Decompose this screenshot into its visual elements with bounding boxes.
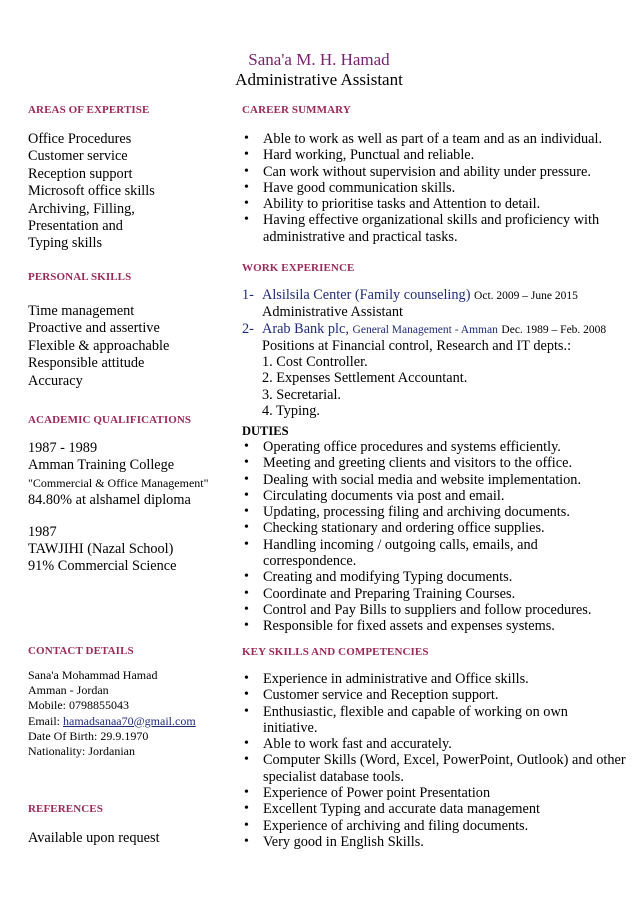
list-item: • Can work without supervision and ability under pressure. — [242, 164, 627, 180]
contact-mobile: Mobile: 0798855043 — [28, 698, 129, 713]
job-1-row — [242, 287, 606, 304]
academic-program: "Commercial & Office Management" — [28, 475, 209, 490]
job-2-role: Positions at Financial control, Research and IT depts.: — [262, 337, 572, 354]
references-heading: REFERENCES — [28, 803, 103, 815]
list-item: • Handling incoming / outgoing calls, emails, and correspondence. — [242, 537, 627, 570]
academic-college: Amman Training College — [28, 457, 175, 474]
list-item: • Having effective organizational skills and proficiency with administrative and practical tasks. — [242, 212, 627, 245]
list-item: • Experience in administrative and Office skills. — [242, 671, 627, 687]
career-summary-list — [242, 131, 627, 245]
contact-nationality: Nationality: Jordanian — [28, 744, 135, 759]
job-2-dates: Dec. 1989 – Feb. 2008 — [501, 323, 607, 336]
job-1-role: Administrative Assistant — [262, 304, 403, 321]
job-2-position: 2. Expenses Settlement Accountant. — [262, 370, 468, 387]
key-skills-list — [242, 671, 627, 850]
job-2-number: 2- — [242, 320, 254, 337]
list-item: Time management — [28, 303, 135, 319]
list-item: Reception support — [28, 165, 133, 182]
email-label: Email: — [28, 713, 63, 728]
contact-location: Amman - Jordan — [28, 683, 109, 698]
list-item: • Checking stationary and ordering office supplies. — [242, 520, 627, 536]
academic-tawjihi: TAWJIHI (Nazal School) — [28, 541, 174, 558]
list-item: • Excellent Typing and accurate data management — [242, 801, 627, 817]
list-item: Customer service — [28, 148, 128, 165]
academic-years: 1987 - 1989 — [28, 440, 98, 456]
work-experience-heading: WORK EXPERIENCE — [242, 262, 355, 274]
duties-list — [242, 439, 627, 635]
list-item: • Have good communication skills. — [242, 180, 627, 196]
candidate-name: Sana'a M. H. Hamad — [248, 50, 390, 69]
list-item: • Experience of Power point Presentation — [242, 785, 627, 801]
list-item: • Able to work as well as part of a team and as an individual. — [242, 131, 627, 147]
list-item: • Computer Skills (Word, Excel, PowerPoint, Outlook) and other specialist database tools. — [242, 752, 627, 785]
academic-heading: ACADEMIC QUALIFICATIONS — [28, 414, 192, 426]
list-item: • Experience of archiving and filing documents. — [242, 818, 627, 834]
job-2-org: Arab Bank plc, — [262, 320, 349, 337]
list-item: • Updating, processing filing and archiving documents. — [242, 504, 627, 520]
list-item: • Responsible for fixed assets and expenses systems. — [242, 618, 627, 634]
list-item: Proactive and assertive — [28, 320, 160, 337]
list-item: • Control and Pay Bills to suppliers and follow procedures. — [242, 602, 627, 618]
list-item: • Very good in English Skills. — [242, 834, 627, 850]
references-text: Available upon request — [28, 830, 160, 846]
contact-email-row — [28, 714, 196, 729]
list-item: Archiving, Filling, — [28, 200, 135, 217]
email-link[interactable]: hamadsanaa70@gmail.com — [63, 713, 196, 728]
personal-skills-heading: PERSONAL SKILLS — [28, 271, 132, 283]
job-title: Administrative Assistant — [235, 70, 403, 89]
academic-block — [28, 440, 209, 576]
references-text-wrap — [28, 830, 160, 847]
list-item: • Circulating documents via post and email. — [242, 488, 627, 504]
list-item: Microsoft office skills — [28, 183, 155, 200]
academic-year2: 1987 — [28, 523, 57, 540]
job-1-dates: Oct. 2009 – June 2015 — [474, 290, 578, 302]
personal-skills-list — [28, 303, 169, 390]
list-item: • Customer service and Reception support. — [242, 687, 627, 703]
list-item: Typing skills — [28, 235, 103, 252]
contact-dob: Date Of Birth: 29.9.1970 — [28, 728, 149, 743]
job-2-position: 4. Typing. — [262, 403, 320, 420]
contact-block — [28, 668, 196, 759]
job-2-row — [242, 321, 606, 338]
academic-diploma: 84.80% at alshamel diploma — [28, 492, 191, 509]
list-item: Responsible attitude — [28, 355, 145, 372]
academic-score: 91% Commercial Science — [28, 558, 177, 575]
contact-heading: CONTACT DETAILS — [28, 645, 134, 657]
career-summary-heading: CAREER SUMMARY — [242, 104, 351, 116]
list-item: Office Procedures — [28, 131, 132, 147]
job-1-number: 1- — [242, 287, 254, 303]
expertise-heading: AREAS OF EXPERTISE — [28, 104, 150, 116]
duties-heading: DUTIES — [242, 424, 289, 438]
job-1-org: Alsilsila Center (Family counseling) — [262, 287, 471, 303]
key-skills-heading: KEY SKILLS AND COMPETENCIES — [242, 646, 429, 658]
job-2-dept: General Management - Amman — [352, 323, 498, 336]
job-2-position: 3. Secretarial. — [262, 386, 341, 403]
list-item: • Ability to prioritise tasks and Attention to detail. — [242, 196, 627, 212]
list-item: Flexible & approachable — [28, 337, 170, 354]
list-item: • Able to work fast and accurately. — [242, 736, 627, 752]
list-item: • Enthusiastic, flexible and capable of working on own initiative. — [242, 704, 627, 737]
list-item: • Hard working, Punctual and reliable. — [242, 147, 627, 163]
list-item: • Creating and modifying Typing documents. — [242, 569, 627, 585]
list-item: Presentation and — [28, 218, 123, 235]
job-2-position: 1. Cost Controller. — [262, 354, 368, 371]
expertise-list — [28, 131, 155, 253]
contact-name: Sana'a Mohammad Hamad — [28, 668, 158, 682]
work-experience-block — [242, 287, 606, 419]
list-item: • Coordinate and Preparing Training Courses. — [242, 586, 627, 602]
list-item: • Operating office procedures and systems efficiently. — [242, 439, 627, 455]
list-item: • Meeting and greeting clients and visitors to the office. — [242, 455, 627, 471]
list-item: Accuracy — [28, 372, 83, 389]
list-item: • Dealing with social media and website implementation. — [242, 472, 627, 488]
